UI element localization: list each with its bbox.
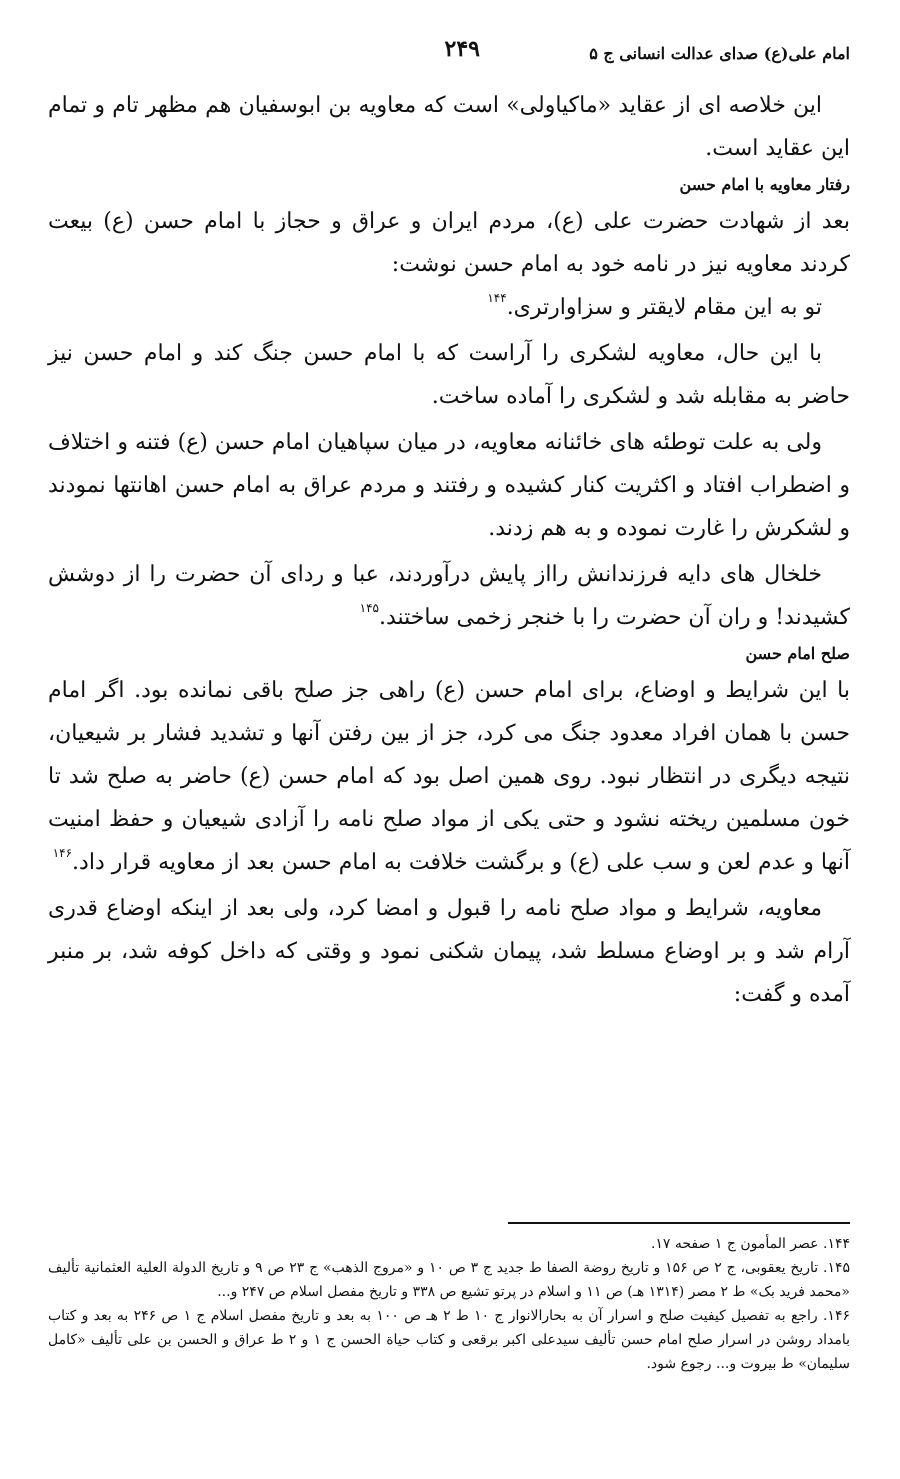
footnote: ۱۴۶. راجع به تفصیل کیفیت صلح و اسرار آن به بحارالانوار ج ۱۰ ط ۲ هـ ص ۱۰۰ به بعد و تاریخ مفصل اسلام ج ۱ ص ۲۴۶ به بعد و کتاب بامداد روشن در اسرار صلح امام حسن تألیف سیدعلی اکبر برقعی و کتاب حیاة الحسن ج ۱ و ۲ ط عراق و الحسن بن علی تألیف «کامل سلیمان» ط بیروت و... رجوع شود. bbox=[48, 1308, 850, 1372]
paragraph bbox=[48, 200, 850, 286]
paragraph bbox=[48, 669, 850, 884]
paragraph-text: با این حال، معاویه لشکری را آراست که با امام حسن جنگ کند و امام حسن نیز حاضر به مقابله شد و لشکری را آماده ساخت. bbox=[48, 341, 850, 409]
paragraph bbox=[48, 553, 850, 639]
running-title: امام علی(ع) صدای عدالت انسانی ج ۵ bbox=[589, 44, 850, 63]
paragraph bbox=[48, 84, 850, 170]
footnote-ref[interactable]: ۱۴۶ bbox=[52, 846, 73, 860]
footnote-ref[interactable]: ۱۴۴ bbox=[487, 291, 507, 305]
section-heading: رفتار معاویه با امام حسن bbox=[679, 175, 850, 194]
footnote-divider bbox=[508, 1222, 850, 1224]
page-number: ۲۴۹ bbox=[444, 36, 480, 62]
footnote: ۱۴۴. عصر المأمون ج ۱ صفحه ۱۷. bbox=[650, 1236, 850, 1252]
paragraph-text: با این شرایط و اوضاع، برای امام حسن (ع) راهی جز صلح باقی نمانده بود. اگر امام حسن با همان افراد معدود جنگ می کرد، جز از بین رفتن آنها و تشدید فشار بر شیعیان، نتیجه دیگری در انتظار نبود. روی همین اصل بود که امام حسن (ع) حاضر به صلح شد تا خون مسلمین ریخته نشود و حتی یکی از مواد صلح نامه را آزادی شیعیان و حفظ امنیت آنها و عدم لعن و سب علی (ع) و برگشت خلافت به امام حسن بعد از معاویه قرار داد. bbox=[48, 678, 850, 875]
paragraph-text: تو به این مقام لایقتر و سزاوارتری. bbox=[506, 295, 822, 320]
section-heading: صلح امام حسن bbox=[745, 644, 850, 663]
footnote-ref[interactable]: ۱۴۵ bbox=[359, 601, 379, 615]
paragraph-text: خلخال های دایه فرزندانش رااز پایش درآوردند، عبا و ردای آن حضرت را از دوشش کشیدند! و ران آن حضرت را با خنجر زخمی ساختند. bbox=[48, 562, 850, 630]
footnotes bbox=[48, 1232, 850, 1376]
paragraph-text: بعد از شهادت حضرت علی (ع)، مردم ایران و عراق و حجاز با امام حسن (ع) بیعت کردند معاویه نیز در نامه خود به امام حسن نوشت: bbox=[48, 209, 850, 277]
page-header bbox=[50, 36, 850, 72]
paragraph bbox=[48, 887, 850, 1016]
paragraph-text: معاویه، شرایط و مواد صلح نامه را قبول و امضا کرد، ولی بعد از اینکه اوضاع قدری آرام شد و بر اوضاع مسلط شد، پیمان شکنی نمود و وقتی که داخل کوفه شد، بر منبر آمده و گفت: bbox=[48, 896, 850, 1007]
paragraph bbox=[48, 332, 850, 418]
quote-paragraph bbox=[48, 286, 850, 329]
paragraph-text: ولی به علت توطئه های خائنانه معاویه، در میان سپاهیان امام حسن (ع) فتنه و اختلاف و اضطراب افتاد و اکثریت کنار کشیده و رفتند و مردم عراق به امام حسن اهانتها نمودند و لشکرش را غارت نموده و به هم زدند. bbox=[48, 430, 850, 541]
paragraph-text: این خلاصه ای از عقاید «ماکیاولی» است که معاویه بن ابوسفیان هم مظهر تام و تمام این عقاید است. bbox=[48, 93, 850, 161]
main-text bbox=[48, 84, 850, 1016]
paragraph bbox=[48, 421, 850, 550]
footnote: ۱۴۵. تاریخ یعقوبی، ج ۲ ص ۱۵۶ و تاریخ روضة الصفا ط جدید ج ۳ ص ۱۰ و «مروج الذهب» ج ۲۳ ص ۹ و تاریخ الدولة العلیة العثمانیة تألیف «محمد فرید بک» ط ۲ مصر (۱۳۱۴ هـ) ص ۱۱ و اسلام در پرتو تشیع ص ۳۳۸ و تاریخ مفصل اسلام ص ۲۴۷ و... bbox=[48, 1260, 851, 1300]
